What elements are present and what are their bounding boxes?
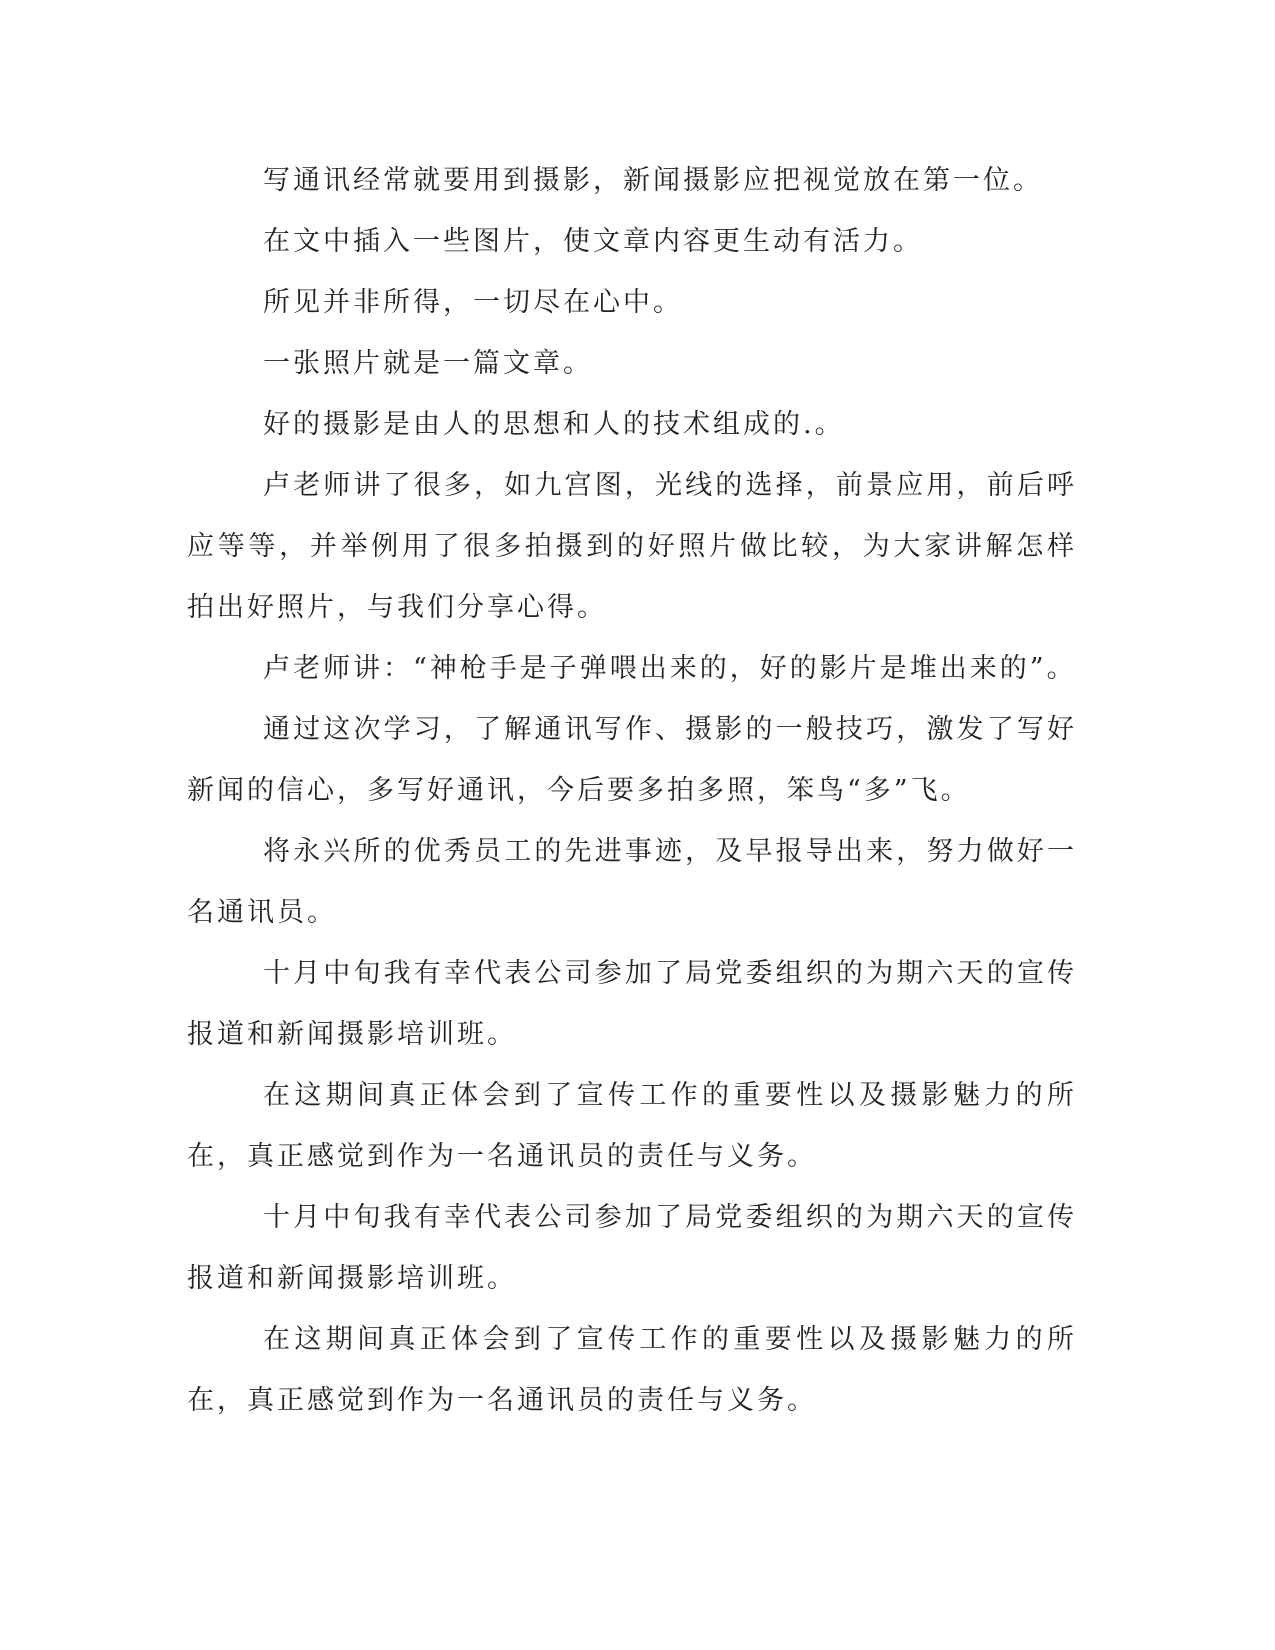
paragraph: 所见并非所得，一切尽在心中。 [263,287,683,318]
paragraph: 将永兴所的优秀员工的先进事迹，及早报导出来，努力做好一名通讯员。 [187,836,1077,928]
paragraph: 卢老师讲了很多，如九宫图，光线的选择，前景应用，前后呼应等等，并举例用了很多拍摄到的好照片做比较，为大家讲解怎样拍出好照片，与我们分享心得。 [187,470,1077,623]
paragraph: 写通讯经常就要用到摄影，新闻摄影应把视觉放在第一位。 [263,165,1043,196]
paragraph: 十月中旬我有幸代表公司参加了局党委组织的为期六天的宣传报道和新闻摄影培训班。 [187,1202,1077,1294]
paragraph: 通过这次学习，了解通讯写作、摄影的一般技巧，激发了写好新闻的信心，多写好通讯，今后要多拍多照，笨鸟“多”飞。 [187,714,1077,806]
document-body [187,150,1077,1431]
paragraph: 在这期间真正体会到了宣传工作的重要性以及摄影魅力的所在，真正感觉到作为一名通讯员的责任与义务。 [187,1324,1077,1416]
paragraph: 十月中旬我有幸代表公司参加了局党委组织的为期六天的宣传报道和新闻摄影培训班。 [187,958,1077,1050]
paragraph: 一张照片就是一篇文章。 [263,348,593,379]
paragraph: 卢老师讲：“神枪手是子弹喂出来的，好的影片是堆出来的”。 [263,653,1077,684]
paragraph: 好的摄影是由人的思想和人的技术组成的.。 [263,409,845,440]
paragraph: 在文中插入一些图片，使文章内容更生动有活力。 [263,226,923,257]
paragraph: 在这期间真正体会到了宣传工作的重要性以及摄影魅力的所在，真正感觉到作为一名通讯员的责任与义务。 [187,1080,1077,1172]
